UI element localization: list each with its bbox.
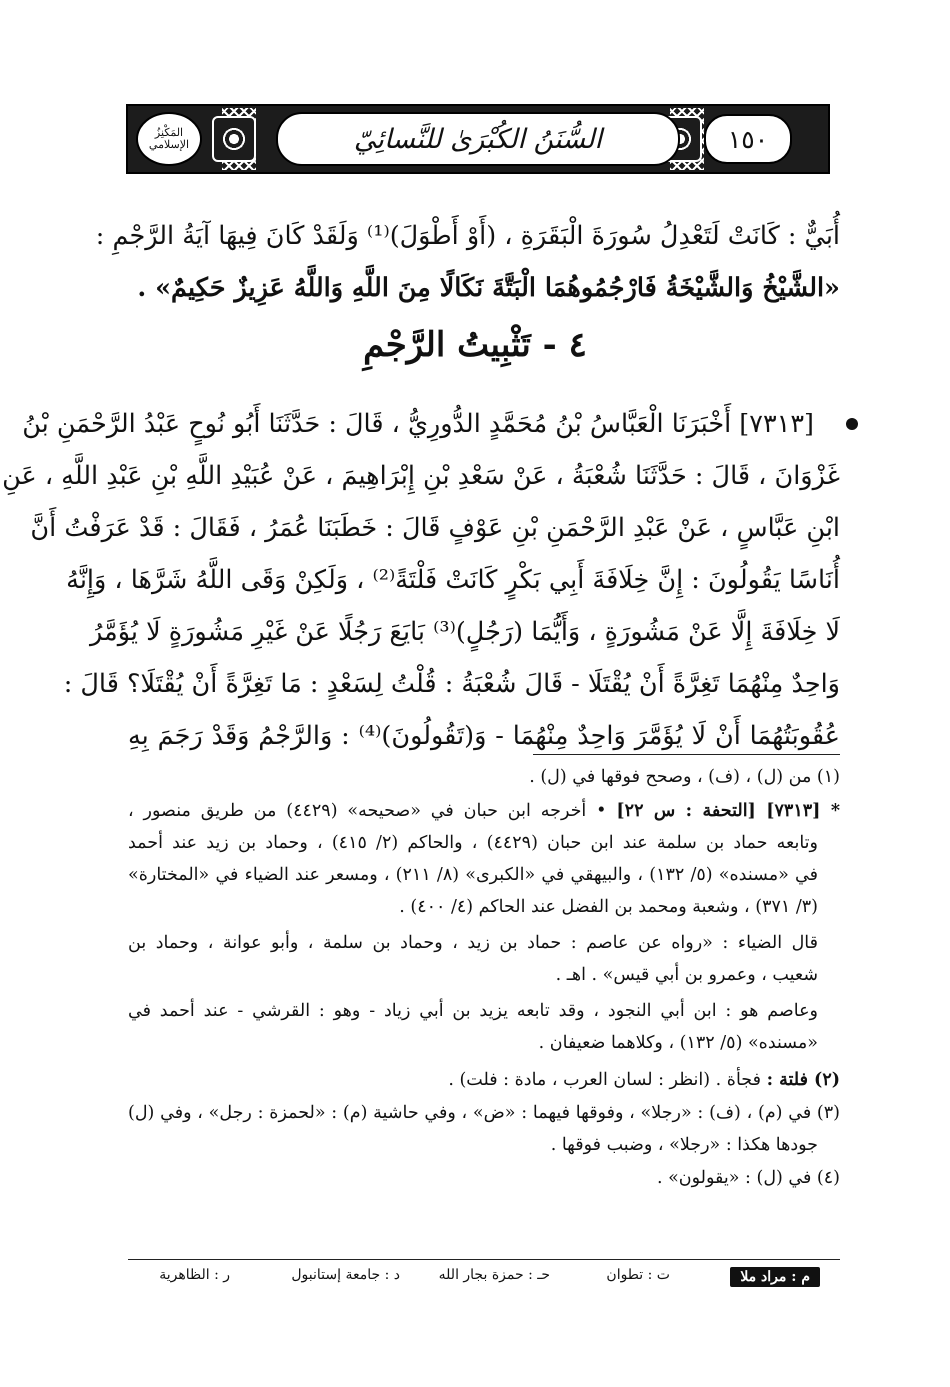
- takhrij-line: وتابعه حماد بن سلمة عند ابن حبان (٤٤٢٩) ، والحاكم (٢/ ٤١٥) ، وحماد بن زيد عند أحمد: [128, 833, 818, 853]
- asim-note: «مسنده» (٥/ ١٣٢) ، وكلاهما ضعيفان .: [538, 1033, 818, 1053]
- footnote-3: (٣) في (م) ، (ف) : «رجلا» ، وفوقها فيهما : «ض» ، وفي حاشية (م) : «لحمزة : رجل» ، وفي (ل): [128, 1103, 840, 1123]
- footnote-2-label: (٢) فلتة :: [766, 1070, 840, 1090]
- takhrij-line: [128, 797, 840, 825]
- text-line: وَاحِدٌ مِنْهُمَا تَغِرَّةً أَنْ يُقْتَلَا - قَالَ شُعْبَةُ : قُلْتُ لِسَعْدٍ : مَا تَغِرَّةً أَنْ يُقْتَلَا؟ قَالَ :: [63, 669, 840, 699]
- footnote-3: جودها هكذا : «رجلا» ، وضبب فوقها .: [550, 1135, 818, 1155]
- chapter-title: ٤ - تَثْبِيتُ الرَّجْمِ: [363, 325, 587, 365]
- footnote-4: (٤) في (ل) : «يقولون» .: [656, 1168, 840, 1188]
- diya-quote: قال الضياء : «رواه عن عاصم : حماد بن زيد ، وحماد بن سلمة ، وأبو عوانة ، وحماد بن: [128, 933, 818, 953]
- siglum-d: د : جامعة إستانبول: [291, 1267, 400, 1283]
- quran-verse-line: «الشَّيْخُ وَالشَّيْخَةُ فَارْجُمُوهُمَا الْبَتَّةَ نَكَالًا مِنَ اللَّهِ وَاللَّهُ عَزِيزٌ حَكِيمٌ» .: [137, 273, 840, 303]
- book-title: السُّنَنُ الكُبْرَىٰ للنَّسائِيّ: [353, 123, 603, 155]
- editor-badge: م : مراد ملا: [730, 1267, 820, 1287]
- takhrij-text: • أخرجه ابن حبان في «صحيحه» (٤٤٢٩) من طريق منصور ،: [128, 801, 607, 821]
- opening-text: [95, 210, 840, 314]
- takhrij-label: * [٧٣١٣] [التحفة : س ٢٢]: [616, 801, 840, 821]
- hadith-text: [2, 398, 841, 762]
- siglum-r: ر : الظاهرية: [159, 1267, 230, 1283]
- title-cartouche: [276, 112, 680, 166]
- page-header: [126, 104, 830, 174]
- text-line: أُنَاسًا يَقُولُونَ : إِنَّ خِلَافَةَ أَبِي بَكْرٍ كَانَتْ فَلْتَةً⁽²⁾ ، وَلَكِنْ وَقَى اللَّهُ شَرَّهَا ، وَإِنَّهُ: [66, 565, 840, 595]
- siglum-h: حـ : حمزة بجار الله: [438, 1267, 550, 1283]
- text-line: [٧٣١٣] أَخْبَرَنَا الْعَبَّاسُ بْنُ مُحَمَّدٍ الدُّورِيُّ ، قَالَ : حَدَّثَنَا أَبُو نُوحٍ عَبْدُ الرَّحْمَنِ بْنُ: [22, 409, 814, 439]
- publisher-seal-icon: المَكْنِزُ الإسلامي: [136, 112, 202, 166]
- diya-quote: شعيب ، وعمرو بن أبي قيس» . اهـ .: [555, 965, 818, 985]
- text-line: غَزْوَانَ ، قَالَ : حَدَّثَنَا شُعْبَةُ ، عَنْ سَعْدِ بْنِ إِبْرَاهِيمَ ، عَنْ عُبَيْدِ اللَّهِ بْنِ عَبْدِ اللَّهِ ، عَنِ: [2, 461, 840, 491]
- siglum-t: ت : تطوان: [606, 1267, 670, 1283]
- text-line: عُقُوبَتُهُمَا أَنْ لَا يُؤَمَّرَ وَاحِدٌ مِنْهُمَا - وَ(تَقُولُونَ)⁽⁴⁾ : وَالرَّجْمُ وَقَدْ رَجَمَ بِهِ: [128, 721, 841, 751]
- footnote-2: [128, 1066, 840, 1094]
- footnote-2-text: فجأة . (انظر : لسان العرب ، مادة : فلت) .: [448, 1070, 761, 1090]
- page-number: ١٥٠: [704, 114, 792, 164]
- takhrij-line: في «مسنده» (٥/ ١٣٢) ، والبيهقي في «الكبرى» (٨/ ٢١١) ، ومسعر عند الضياء في «المختارة»: [128, 865, 818, 885]
- text-line: أُبَيٌّ : كَانَتْ لَتَعْدِلُ سُورَةَ الْبَقَرَةِ ، (أَوْ أَطْوَلَ)⁽¹⁾ وَلَقَدْ كَانَ فِيهَا آيَةُ الرَّجْمِ :: [95, 221, 840, 251]
- text-line: لَا خِلَافَةَ إِلَّا عَنْ مَشُورَةٍ ، وَأَيُّمَا (رَجُلٍ)⁽³⁾ بَايَعَ رَجُلًا عَنْ غَيْرِ مَشُورَةٍ لَا يُؤَمَّرُ: [89, 617, 840, 647]
- footer-rule: [128, 1259, 840, 1260]
- text-line: ابْنِ عَبَّاسٍ ، عَنْ عَبْدِ الرَّحْمَنِ بْنِ عَوْفٍ قَالَ : خَطَبَنَا عُمَرُ ، فَقَالَ : قَدْ عَرَفْتُ أَنَّ: [30, 513, 840, 543]
- bullet-icon: [846, 418, 858, 430]
- manuscript-sigla-footer: [128, 1263, 840, 1295]
- footnote-separator: [533, 754, 840, 755]
- footnote-1: (١) من (ل) ، (ف) ، وصحح فوقها في (ل) .: [529, 767, 840, 787]
- asim-note: وعاصم هو : ابن أبي النجود ، وقد تابعه يزيد بن أبي زياد - وهو : القرشي - عند أحمد في: [128, 1001, 818, 1021]
- ornament-knot-icon: [212, 116, 256, 162]
- takhrij-line: (٣/ ٣٧١) ، وشعبة ومحمد بن الفضل عند الحاكم (٤/ ٤٠٠) .: [399, 897, 818, 917]
